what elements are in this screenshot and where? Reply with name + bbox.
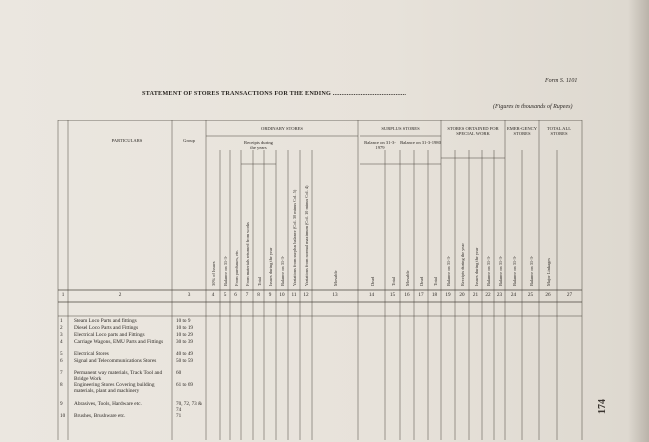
vertical-header: Balance on 31-3-: [497, 255, 503, 286]
page-edge: [628, 0, 649, 442]
vertical-header: Dead: [369, 276, 375, 286]
column-number: 10: [279, 292, 285, 298]
vertical-header: Balance on 31-3-: [280, 255, 285, 286]
figures-note: (Figures in thousands of Rupees): [493, 104, 573, 110]
header-surplus-balance-2: Balance on 31-3-1980: [400, 140, 441, 145]
row-number: 5: [60, 351, 63, 357]
vertical-header: Movable: [333, 270, 338, 286]
row-label: Permanent way materials, Track Tool and Bridge Work: [74, 370, 163, 382]
row-number: 6: [60, 358, 63, 364]
vertical-header: Variations from normal maximum (Col. 10 minus Col. 4): [304, 185, 309, 286]
row-label: Engineering Stores Covering building materials, plant and machinery: [74, 382, 155, 394]
column-number: 5: [223, 292, 227, 298]
row-number: 4: [60, 339, 63, 345]
row-group: 10 to 29: [176, 332, 194, 338]
row-label: Abrasives, Tools, Hardware etc.: [74, 401, 142, 407]
column-number: 2: [118, 292, 122, 298]
vertical-header: Balance on 31-3-: [528, 255, 534, 286]
row-group: 71: [176, 413, 182, 419]
vertical-header: Movable: [405, 270, 410, 286]
header-group: Group: [183, 138, 195, 143]
column-number: 4: [211, 292, 215, 298]
column-number: 17: [418, 292, 424, 298]
row-number: 2: [60, 325, 63, 331]
row-number: 8: [60, 382, 63, 388]
header-surplus-stores: SURPLUS STORES: [381, 126, 420, 131]
column-number: 21: [472, 292, 479, 298]
row-number: 1: [60, 318, 63, 324]
column-number: 25: [527, 292, 534, 298]
column-number: 8: [257, 292, 260, 298]
header-particulars: PARTICULARS: [111, 138, 143, 143]
header-surplus-balance-1: Balance on 31-3-1979: [364, 140, 396, 151]
header-stores-obtained: STORES OBTAINED FOR SPECIAL WORK: [447, 126, 499, 137]
vertical-header: Issues during the year: [473, 247, 479, 286]
row-group: 61 to 69: [176, 382, 194, 388]
header-emergency-stores: EMER-GENCY STORES: [506, 126, 538, 137]
row-number: 3: [60, 332, 63, 338]
column-number: 26: [545, 292, 551, 298]
column-number: 22: [485, 292, 491, 298]
vertical-header: Receipts during the year: [460, 243, 465, 286]
column-number: 13: [332, 292, 338, 298]
column-number: 23: [496, 292, 503, 298]
column-number: 11: [291, 292, 297, 298]
column-number: 12: [303, 292, 309, 298]
form-number: Form S. 1101: [545, 78, 578, 84]
row-number: 7: [60, 370, 63, 376]
vertical-header: Dead: [419, 276, 424, 286]
column-number: 19: [445, 292, 451, 298]
row-number: 10: [60, 413, 66, 419]
header-ordinary-stores: ORDINARY STORES: [261, 126, 303, 131]
column-number: 14: [368, 292, 375, 298]
row-group: 60: [176, 370, 182, 376]
vertical-header: Balance on 31-3-: [446, 255, 451, 286]
row-group: 70, 72, 73 & 74: [176, 401, 203, 413]
column-number: 7: [245, 292, 249, 298]
row-label: Diesel Loco Parts and Fittings: [74, 325, 139, 331]
row-label: Brushes, Brushware etc.: [74, 413, 126, 419]
column-number: 27: [566, 292, 573, 298]
column-number: 3: [187, 292, 191, 298]
vertical-header: Issues during the year: [268, 247, 273, 286]
header-total-all-stores: TOTAL ALL STORES: [546, 126, 572, 137]
vertical-header: Balance on 31-3-: [223, 255, 228, 286]
column-number: 15: [389, 292, 396, 298]
vertical-header: Total: [390, 277, 396, 286]
row-label: Steam Loco Parts and fittings: [74, 318, 137, 324]
vertical-header: Major Linkages: [546, 258, 551, 286]
vertical-header: Total: [256, 277, 262, 286]
vertical-header: From purchases, etc.: [233, 249, 239, 286]
column-number: 16: [404, 292, 410, 298]
vertical-header: Variations from surplus balance (Col. 30 minus Col. 5): [292, 189, 297, 286]
column-number: 1: [61, 292, 65, 298]
row-label: Carriage Wagons, EMU Parts and Fittings: [74, 339, 164, 345]
column-number: 18: [431, 292, 438, 298]
row-number: 9: [60, 401, 63, 407]
row-label: Signal and Telecommunications Stores: [74, 358, 157, 364]
vertical-header: 30% of Issues: [211, 261, 216, 286]
stores-table: [50, 120, 590, 440]
row-label: Electrical Stores: [74, 351, 109, 357]
column-number: 6: [234, 292, 237, 298]
column-number: 24: [510, 292, 517, 298]
vertical-header: From materials returned from works: [245, 222, 250, 286]
row-group: 10 to 9: [176, 318, 191, 324]
vertical-header: Total: [432, 277, 438, 286]
header-receipts: Receipts during the years: [244, 140, 273, 151]
row-group: 10 to 19: [176, 325, 194, 331]
page-number: 174: [597, 399, 608, 414]
row-group: 40 to 49: [176, 351, 194, 357]
column-number: 20: [459, 292, 465, 298]
vertical-header: Balance on 31-3-: [511, 255, 517, 286]
vertical-header: Balance on 31-3-: [486, 255, 491, 286]
column-number: 9: [268, 292, 272, 298]
row-label: Electrical Loco parts and Fittings: [74, 332, 145, 338]
row-group: 50 to 59: [176, 358, 194, 364]
document-title: STATEMENT OF STORES TRANSACTIONS FOR THE ENDING ..........................................: [142, 90, 407, 97]
row-group: 30 to 39: [176, 339, 194, 345]
